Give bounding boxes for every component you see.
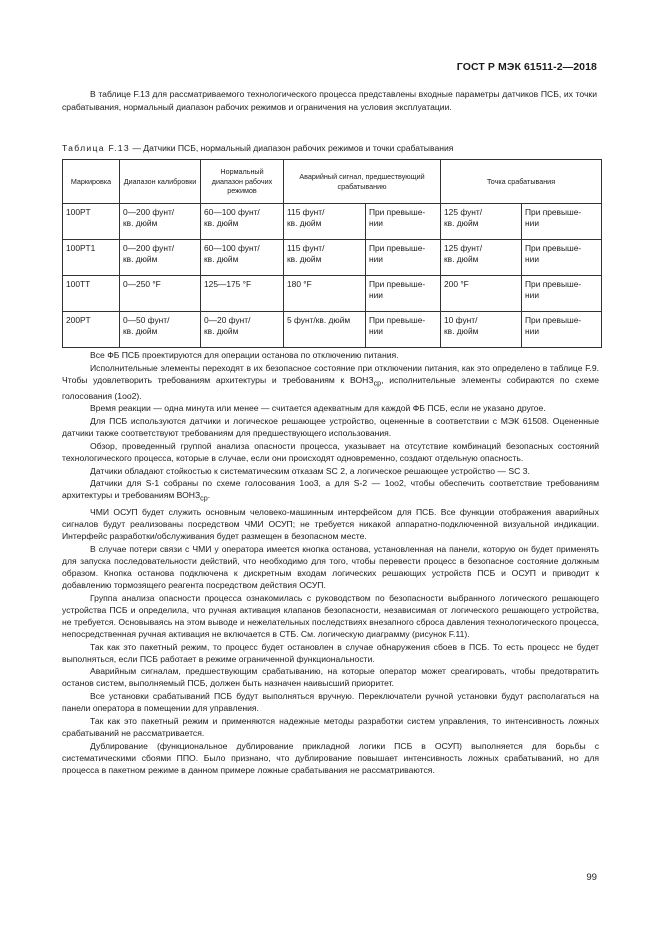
cell-alarm-value: 5 фунт/кв. дюйм bbox=[284, 312, 366, 348]
paragraph: Группа анализа опасности процесса ознакомилась с руководством по безопасности выбранного логического решающего устройства ПСБ и определила, что ручная активация клапанов безопасности, независимая от логического решающего устройства, не требуется. Основываясь на этом выводе и нежелательных последствиях внезапного сброса давления технологического процесса, непосредственная ручная активация не включается в СТБ. См. логическую диаграмму (рисунок F.11). bbox=[62, 592, 599, 639]
table-row bbox=[63, 240, 602, 276]
cell-marking: 100TT bbox=[63, 276, 120, 312]
cell-alarm-condition: При превыше- нии bbox=[366, 240, 441, 276]
cell-calibration-range: 0—200 фунт/ кв. дюйм bbox=[120, 240, 201, 276]
table-body bbox=[63, 204, 602, 348]
table-row bbox=[63, 204, 602, 240]
paragraph: Так как это пакетный режим и применяются надежные методы разработки систем управления, то интенсивность ложных срабатываний не рассматривается. bbox=[62, 715, 599, 738]
paragraph: Так как это пакетный режим, то процесс будет остановлен в случае обнаружения сбоев в ПСБ. То есть процесс не будет выполняться, если ПСБ работает в режиме ограниченной функциональности. bbox=[62, 641, 599, 664]
cell-alarm-value: 180 °F bbox=[284, 276, 366, 312]
cell-trip-condition: При превыше- нии bbox=[522, 240, 602, 276]
paragraph: Все установки срабатываний ПСБ будут выполняться вручную. Переключатели ручной установки будут располагаться на панели оператора в помещении для управления. bbox=[62, 691, 599, 714]
intro-paragraph bbox=[62, 88, 597, 114]
cell-alarm-value: 115 фунт/ кв. дюйм bbox=[284, 204, 366, 240]
sensors-table bbox=[62, 159, 602, 348]
paragraph: Аварийным сигналам, предшествующим срабатыванию, на которые оператор может среагировать, чтобы предотвратить останов систем, выполняемый ПСБ, должен быть назначен наивысший приоритет. bbox=[62, 666, 599, 689]
cell-alarm-condition: При превыше- нии bbox=[366, 276, 441, 312]
header-pre-trip-alarm: Аварийный сигнал, предшествующий срабатыванию bbox=[284, 160, 441, 204]
cell-normal-range: 60—100 фунт/ кв. дюйм bbox=[201, 204, 284, 240]
cell-normal-range: 125—175 °F bbox=[201, 276, 284, 312]
paragraph: Обзор, проведенный группой анализа опасности процесса, указывает на отсутствие комбинаций безопасных состояний технологического процесса, которые в случае, если они происходят одновременно, создают отдельную опасность. bbox=[62, 440, 599, 463]
cell-trip-value: 10 фунт/ кв. дюйм bbox=[441, 312, 522, 348]
cell-trip-value: 125 фунт/ кв. дюйм bbox=[441, 204, 522, 240]
cell-trip-condition: При превыше- нии bbox=[522, 204, 602, 240]
cell-trip-value: 125 фунт/ кв. дюйм bbox=[441, 240, 522, 276]
paragraph: Все ФБ ПСБ проектируются для операции останова по отключению питания. bbox=[90, 350, 399, 360]
cell-trip-value: 200 °F bbox=[441, 276, 522, 312]
table-header-row bbox=[63, 160, 602, 204]
paragraph: Исполнительные элементы переходят в их безопасное состояние при отключении питания, как это определено в таблице F.9. Чтобы удовлетворить требованиям архитектуры и требованиям к $ВОНЗ_{ср}$, исполнительные элементы собираются по схеме голосования (1оо2). bbox=[62, 362, 599, 401]
cell-trip-condition: При превыше- нии bbox=[522, 312, 602, 348]
intro-text: В таблице F.13 для рассматриваемого технологического процесса представлены входные параметры датчиков ПСБ, их точки срабатывания, нормальный диапазон рабочих режимов и ограничения на условия эксплуатации. bbox=[62, 89, 597, 112]
page-number: 99 bbox=[586, 872, 597, 883]
cell-alarm-value: 115 фунт/ кв. дюйм bbox=[284, 240, 366, 276]
paragraph: Время реакции — одна минута или менее — считается адекватным для каждой ФБ ПСБ, если не указано другое. bbox=[90, 403, 546, 414]
paragraph: ЧМИ ОСУП будет служить основным человеко-машинным интерфейсом для ПСБ. Все функции отображения аварийных сигналов будут реализованы посредством ЧМИ ОСУП; не требуется никакой аппаратно-подключенной визуальной индикации. Интерфейс разработки/обслуживания будет размещен в безопасном месте. bbox=[62, 506, 599, 541]
header-trip-point: Точка срабатывания bbox=[441, 160, 602, 204]
cell-alarm-condition: При превыше- нии bbox=[366, 204, 441, 240]
cell-trip-condition: При превыше- нии bbox=[522, 276, 602, 312]
header-normal-range: Нормальный диапазон рабочих режимов bbox=[201, 160, 284, 204]
body-text bbox=[62, 349, 599, 777]
cell-alarm-condition: При превыше- нии bbox=[366, 312, 441, 348]
cell-normal-range: 0—20 фунт/ кв. дюйм bbox=[201, 312, 284, 348]
header-calibration-range: Диапазон калибровки bbox=[120, 160, 201, 204]
table-row bbox=[63, 312, 602, 348]
table-caption-label: Таблица F.13 bbox=[62, 143, 130, 153]
cell-marking: 200PT bbox=[63, 312, 120, 348]
paragraph: Дублирование (функциональное дублирование прикладной логики ПСБ в ОСУП) выполняется для борьбы с систематическими сбоями ППО. Было признано, что дублирование повышает интенсивность ложных срабатываний, но для процесса в пакетном режиме в данном примере ложные срабатывания не рассматриваются. bbox=[62, 740, 599, 775]
paragraph: Для ПСБ используются датчики и логическое решающее устройство, оцененные в соответствии с МЭК 61508. Оцененные датчики также соответствуют требованиям для предшествующего использования. bbox=[62, 415, 599, 439]
paragraph: В случае потери связи с ЧМИ у оператора имеется кнопка останова, установленная на панели, которую он будет применять для запуска последовательности действий, что необходимо для того, чтобы перевести процесс в безопасное состояние должным образом. Кнопка останова подключена к дискретным входам логических решающих устройств ПСБ и ОСУП и приводит к добавлению тормозящего реагента посредством действия ОСУП. bbox=[62, 543, 599, 590]
paragraph: Датчики обладают стойкостью к систематическим отказам SC 2, а логическое решающее устройство — SC 3. bbox=[90, 465, 530, 476]
table-caption-text: — Датчики ПСБ, нормальный диапазон рабочих режимов и точки срабатывания bbox=[132, 143, 454, 153]
cell-marking: 100PT1 bbox=[63, 240, 120, 276]
document-header: ГОСТ Р МЭК 61511-2—2018 bbox=[456, 61, 597, 73]
header-marking: Маркировка bbox=[63, 160, 120, 204]
cell-normal-range: 60—100 фунт/ кв. дюйм bbox=[201, 240, 284, 276]
cell-calibration-range: 0—50 фунт/ кв. дюйм bbox=[120, 312, 201, 348]
table-row bbox=[63, 276, 602, 312]
cell-marking: 100PT bbox=[63, 204, 120, 240]
cell-calibration-range: 0—250 °F bbox=[120, 276, 201, 312]
paragraph: Датчики для S-1 собраны по схеме голосования 1оо3, а для S-2 — 1оо2, чтобы обеспечить соответствие требованиям архитектуры и требованиям $ВОНЗ_{ср}$. bbox=[62, 478, 599, 504]
cell-calibration-range: 0—200 фунт/ кв. дюйм bbox=[120, 204, 201, 240]
table-caption bbox=[62, 143, 602, 153]
